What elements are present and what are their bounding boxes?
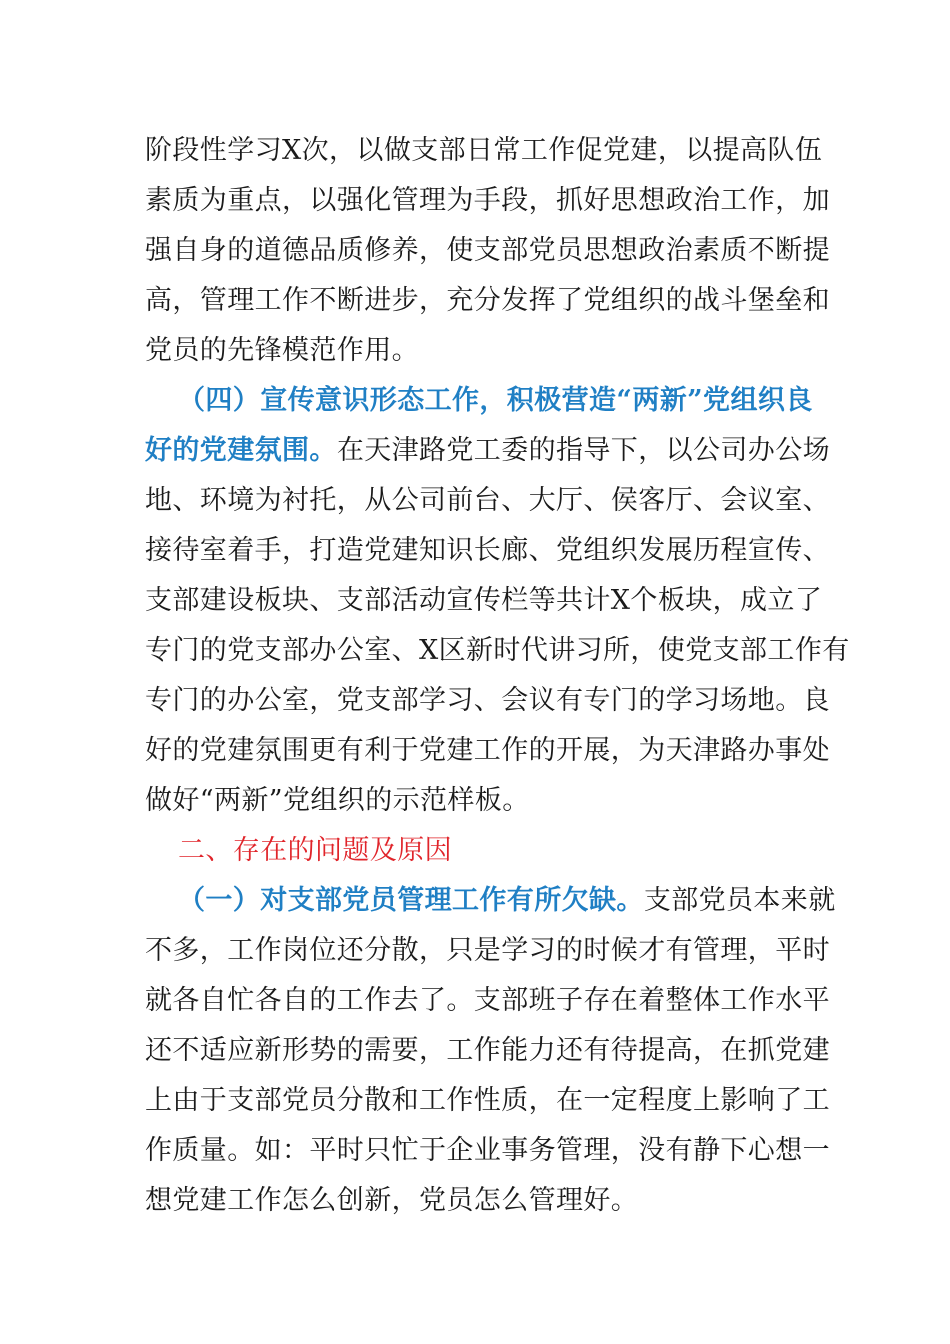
paragraph-line: 党员的先锋模范作用。 bbox=[145, 335, 419, 366]
paragraph-line: 不多，工作岗位还分散，只是学习的时候才有管理，平时 bbox=[145, 935, 830, 966]
paragraph-line: 专门的办公室，党支部学习、会议有专门的学习场地。良 bbox=[145, 685, 830, 716]
paragraph-line: 好的党建氛围。在天津路党工委的指导下，以公司办公场 bbox=[145, 435, 831, 466]
paragraph-line: 还不适应新形势的需要，工作能力还有待提高，在抓党建 bbox=[145, 1035, 830, 1066]
paragraph-line: 阶段性学习X次，以做支部日常工作促党建，以提高队伍 bbox=[145, 135, 823, 166]
paragraph-line: 支部建设板块、支部活动宣传栏等共计X个板块，成立了 bbox=[145, 585, 823, 616]
paragraph-line: 上由于支部党员分散和工作性质，在一定程度上影响了工 bbox=[145, 1085, 830, 1116]
paragraph-line: （一）对支部党员管理工作有所欠缺。支部党员本来就 bbox=[178, 885, 836, 916]
paragraph-line: 做好“两新”党组织的示范样板。 bbox=[145, 785, 530, 816]
section-heading-4: （四）宣传意识形态工作，积极营造“两新”党组织良 bbox=[178, 385, 813, 416]
section-heading-1: （一）对支部党员管理工作有所欠缺。 bbox=[178, 885, 644, 916]
paragraph-line: 作质量。如：平时只忙于企业事务管理，没有静下心想一 bbox=[145, 1135, 830, 1166]
paragraph-line: 素质为重点，以强化管理为手段，抓好思想政治工作，加 bbox=[145, 185, 830, 216]
paragraph-line: 强自身的道德品质修养，使支部党员思想政治素质不断提 bbox=[145, 235, 830, 266]
paragraph-line: 地、环境为衬托，从公司前台、大厅、侯客厅、会议室、 bbox=[145, 485, 830, 516]
paragraph-line: 接待室着手，打造党建知识长廊、党组织发展历程宣传、 bbox=[145, 535, 830, 566]
paragraph-line: 好的党建氛围更有利于党建工作的开展，为天津路办事处 bbox=[145, 735, 830, 766]
paragraph-line: 专门的党支部办公室、X区新时代讲习所，使党支部工作有 bbox=[145, 635, 850, 666]
chapter-heading: 二、存在的问题及原因 bbox=[178, 835, 452, 866]
paragraph-line: 高，管理工作不断进步，充分发挥了党组织的战斗堡垒和 bbox=[145, 285, 830, 316]
section-heading-4-end: 好的党建氛围。 bbox=[145, 435, 337, 466]
paragraph-line: 就各自忙各自的工作去了。支部班子存在着整体工作水平 bbox=[145, 985, 830, 1016]
paragraph-line: 想党建工作怎么创新，党员怎么管理好。 bbox=[145, 1185, 639, 1216]
